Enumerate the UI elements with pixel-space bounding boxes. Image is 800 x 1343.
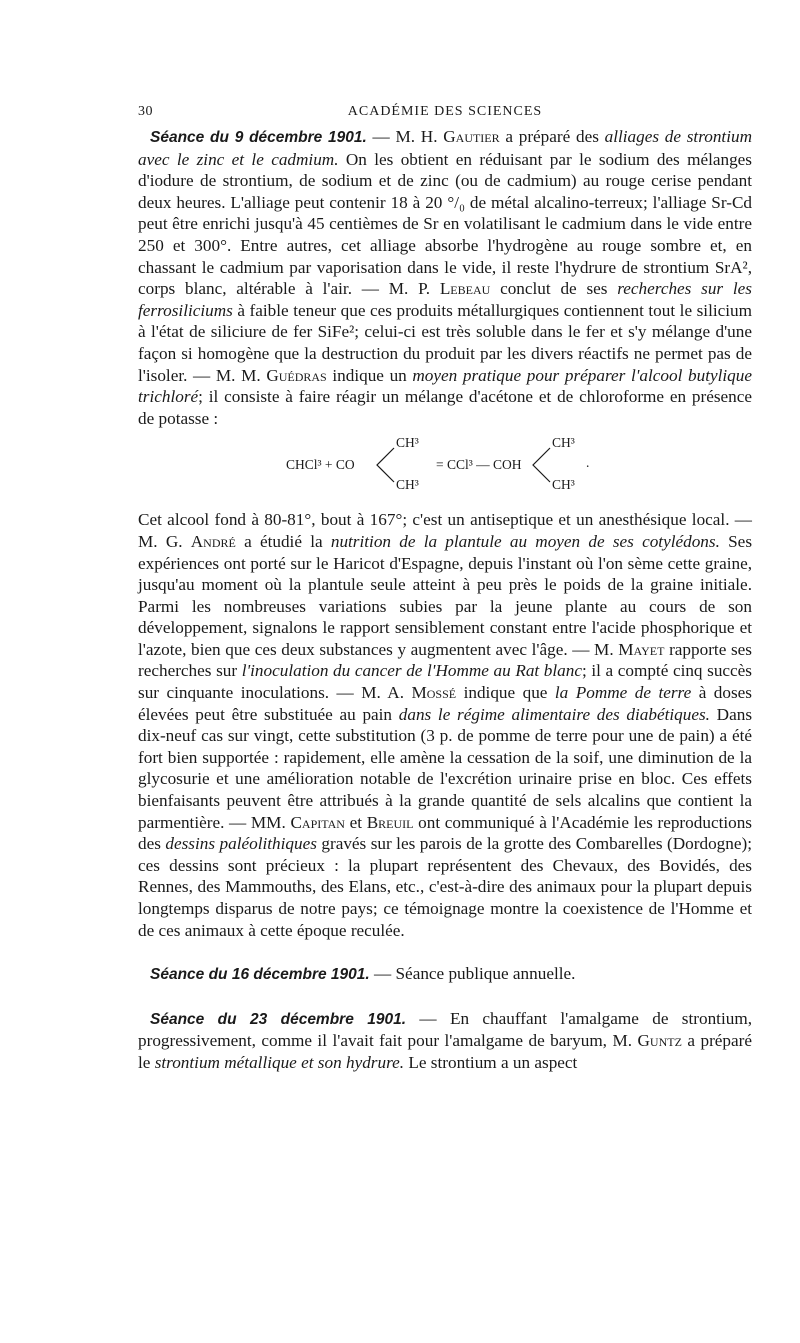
- text: a préparé le: [138, 1031, 752, 1072]
- chemical-formula: [138, 433, 752, 501]
- emphasis: dessins paléolithiques: [165, 834, 317, 854]
- text: Ses expériences ont porté sur le Haricot d'Espagne, depuis l'instant où l'on sème cette graine, jusqu'au moment où la plantule seule atteint à peu près le poids de la graine initiale. Parmi les nombreuses variations subies par la jeune plante au cours de son développement, signalons le rapport sensiblement constant entre l'acide phosphorique et l'azote, bien que ces deux substances y augmentent avec l'âge. — M.: [138, 531, 753, 659]
- formula-lhs: CHCl³ + CO: [286, 457, 355, 473]
- author-name: André: [190, 531, 236, 551]
- text: gravés sur les parois de la grotte des Combarelles (Dordogne); ces dessins sont précieux : la plupart représentent des Chevaux, des Bovidés, des Rennes, des Mammouths, des Elans, etc., c'est-à-dire des animaux pour la plupart depuis longtemps disparus de notre pays; ce témoignage montre la coexistence de l'Homme et de ces animaux à cette époque reculée.: [138, 834, 752, 940]
- paragraph-seance-23-decembre: [138, 1008, 752, 1074]
- journal-title: ACADÉMIE DES SCIENCES: [347, 104, 543, 119]
- formula-ch3-bottom-left: CH³: [396, 477, 419, 493]
- formula-ch3-bottom-right: CH³: [552, 477, 575, 493]
- seance-date: Séance du 23 décembre 1901.: [150, 1010, 407, 1028]
- emphasis: la Pomme de terre: [554, 683, 692, 703]
- text: ont communiqué à l'Académie les reproductions des: [138, 812, 752, 854]
- text: — Séance publique annuelle.: [369, 964, 576, 984]
- formula-ch3-top-left: CH³: [396, 435, 419, 451]
- text: a préparé des: [499, 127, 605, 146]
- angle-bracket-left: [374, 445, 396, 485]
- text: — M. H.: [366, 127, 444, 146]
- formula-middle: = CCl³ — COH: [436, 457, 522, 473]
- formula-ch3-top-right: CH³: [552, 435, 575, 451]
- text: a étudié la: [235, 531, 331, 551]
- emphasis: dans le régime alimentaire des diabétiques.: [398, 704, 710, 724]
- emphasis: alliages de strontium avec le zinc et le cadmium.: [138, 127, 752, 169]
- text: Dans dix-neuf cas sur vingt, cette substitution (3 p. de pomme de terre pour une de pain) a été fort bien supportée : rapidement, elle amène la cessation de la soif, une diminution de la glycosurie et une amélioration notable de l'excrétion urinaire prise en bloc. Ces effets bienfaisants peuvent être attribués à la grande quantité de sels alcalins que contient la parmentière. — MM.: [138, 704, 753, 832]
- seance-date: Séance du 9 décembre 1901.: [150, 129, 367, 146]
- emphasis: nutrition de la plantule au moyen de ses cotylédons.: [330, 531, 720, 551]
- author-name: Mossé: [411, 683, 457, 703]
- text: — En chauffant l'amalgame de strontium, progressivement, comme il l'avait fait pour l'amalgame de baryum, M.: [138, 1008, 752, 1051]
- author-name: Guédras: [266, 365, 327, 385]
- text: Le strontium a un aspect: [404, 1052, 578, 1072]
- author-name: Gautier: [443, 127, 500, 146]
- paragraph-seance-16-decembre: [138, 963, 752, 986]
- paragraph-continued: [138, 509, 752, 941]
- page: [138, 104, 752, 1074]
- text: On les obtient en réduisant par le sodium des mélanges d'iodure de strontium, de sodium et de zinc (ou de cadmium) au rouge cerise pendant deux heures. L'alliage peut contenir 18 à 20 °/₀ de métal alcalino-terreux; l'alliage Sr-Cd peut être enrichi jusqu'à 45 centièmes de Sr en volatilisant le cadmium dans le vide entre 250 et 300°. Entre autres, cet alliage absorbe l'hydrogène au rouge sombre et, en chassant le cadmium par vaporisation dans le vide, il reste l'hydrure de strontium SrA², corps blanc, altérable à l'air. — M. P.: [138, 149, 753, 299]
- spacer: [138, 941, 752, 963]
- author-name: Breuil: [366, 812, 414, 832]
- paragraph-seance-9-decembre: [138, 126, 752, 429]
- text: indique un: [326, 365, 413, 385]
- emphasis: strontium métallique et son hydrure.: [154, 1052, 405, 1072]
- text: indique que: [456, 683, 555, 703]
- running-head: [138, 104, 752, 126]
- emphasis: recherches sur les ferrosiliciums: [138, 279, 752, 320]
- page-number: 30: [138, 104, 153, 119]
- author-name: Lebeau: [439, 279, 491, 299]
- author-name: Capitan: [290, 812, 345, 832]
- seance-date: Séance du 16 décembre 1901.: [150, 966, 370, 984]
- text: ; il a compté cinq succès sur cinquante inoculations. — M. A.: [138, 661, 752, 703]
- author-name: Guntz: [637, 1031, 682, 1051]
- text: conclut de ses: [490, 279, 618, 299]
- text: rapporte ses recherches sur: [138, 639, 752, 681]
- emphasis: l'inoculation du cancer de l'Homme au Rat blanc: [241, 661, 582, 681]
- emphasis: moyen pratique pour préparer l'alcool butylique trichloré: [138, 365, 752, 407]
- angle-bracket-right: [530, 445, 552, 485]
- text: Cet alcool fond à 80-81°, bout à 167°; c'est un antiseptique et un anesthésique local. — M. G.: [138, 510, 752, 551]
- formula-end: .: [586, 455, 590, 471]
- author-name: Mayet: [618, 639, 665, 659]
- text: à faible teneur que ces produits métallurgiques contiennent tout le silicium à l'état de siliciure de fer SiFe²; celui-ci est très soluble dans le fer et s'y mélange d'une façon si homogène que la destruction du produit par les divers réactifs ne permet pas de l'isoler. — M. M.: [138, 300, 752, 385]
- text: à doses élevées peut être substituée au pain: [138, 683, 752, 724]
- text: ; il consiste à faire réagir un mélange d'acétone et de chloroforme en présence de potasse :: [138, 387, 752, 428]
- text: et: [344, 812, 367, 832]
- spacer: [138, 986, 752, 1008]
